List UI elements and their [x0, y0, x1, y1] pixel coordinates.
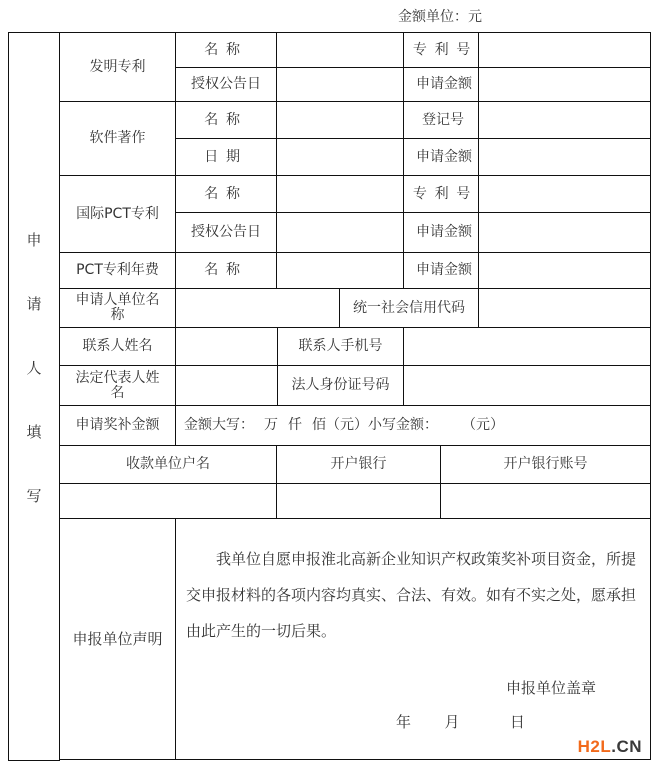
credit-code-label: 统一社会信用代码: [339, 288, 479, 328]
invention-number-input[interactable]: [478, 32, 651, 68]
invention-date-label: 授权公告日: [175, 67, 277, 102]
pct-date-input[interactable]: [276, 212, 404, 253]
invention-date-input[interactable]: [276, 67, 404, 102]
subsidy-amount-label: 申请奖补金额: [59, 405, 176, 446]
pct-number-label: 专利号: [403, 175, 479, 213]
bank-account-label: 开户银行账号: [440, 445, 651, 484]
pct-annual-name-label: 名称: [175, 252, 277, 289]
side-char: 申: [26, 231, 42, 249]
seal-label: 申报单位盖章: [506, 679, 597, 697]
pct-date-label: 授权公告日: [175, 212, 277, 253]
software-date-input[interactable]: [276, 138, 404, 176]
legal-id-label: 法人身份证号码: [277, 365, 404, 406]
contact-phone-input[interactable]: [403, 327, 651, 366]
wan-unit: 万: [264, 417, 278, 433]
contact-phone-label: 联系人手机号: [277, 327, 404, 366]
payee-name-label: 收款单位户名: [59, 445, 277, 484]
invention-name-input[interactable]: [276, 32, 404, 68]
contact-name-input[interactable]: [175, 327, 278, 366]
legal-id-input[interactable]: [403, 365, 651, 406]
amount-unit-note: 金额单位：元: [398, 9, 482, 25]
declaration-text: 我单位自愿申报淮北高新企业知识产权政策奖补项目资金，所提交申报材料的各项内容均真实、合法、有效。如有不实之处，愿承担由此产生的一切后果。: [186, 550, 637, 640]
pct-annual-name-input[interactable]: [276, 252, 404, 289]
pct-annual-fee-title: PCT专利年费: [59, 252, 176, 289]
pct-amount-label: 申请金额: [403, 212, 479, 253]
invention-patent-title: 发明专利: [59, 32, 176, 102]
contact-name-label: 联系人姓名: [59, 327, 176, 366]
pct-patent-title: 国际PCT专利: [59, 175, 176, 253]
side-char: 填: [26, 423, 42, 441]
software-name-input[interactable]: [276, 101, 404, 139]
legal-rep-name-label: 法定代表人姓名: [59, 365, 176, 406]
qian-unit: 仟: [288, 417, 302, 433]
pct-amount-input[interactable]: [478, 212, 651, 253]
applicant-fill-side-label: [8, 32, 60, 761]
declaration-label: 申报单位声明: [59, 518, 176, 760]
legal-rep-name-input[interactable]: [175, 365, 278, 406]
uppercase-amount-label: 金额大写：: [184, 417, 254, 433]
software-amount-label: 申请金额: [403, 138, 479, 176]
payee-name-input[interactable]: [59, 483, 277, 519]
software-title: 软件著作: [59, 101, 176, 176]
side-char: 请: [26, 295, 42, 313]
watermark-part-1: H2L: [577, 737, 612, 756]
declaration-box: [176, 518, 651, 760]
applicant-unit-name-label: 申请人单位名称: [59, 288, 176, 328]
software-number-input[interactable]: [478, 101, 651, 139]
software-number-label: 登记号: [403, 101, 479, 139]
side-char: 写: [26, 487, 42, 505]
software-amount-input[interactable]: [478, 138, 651, 176]
subsidy-amount-field[interactable]: [175, 405, 651, 446]
invention-number-label: 专利号: [403, 32, 479, 68]
yuan-unit: （元）: [462, 417, 504, 433]
side-char: 人: [26, 359, 42, 377]
software-name-label: 名称: [175, 101, 277, 139]
lowercase-amount-label: 小写金额：: [368, 417, 438, 433]
bank-name-label: 开户银行: [276, 445, 441, 484]
watermark-part-2: .CN: [611, 737, 642, 756]
h2l-watermark-logo: [578, 737, 642, 757]
pct-annual-amount-input[interactable]: [478, 252, 651, 289]
pct-name-label: 名称: [175, 175, 277, 213]
bank-name-input[interactable]: [276, 483, 441, 519]
date-label: 年 月 日: [396, 713, 525, 731]
credit-code-input[interactable]: [478, 288, 651, 328]
pct-annual-amount-label: 申请金额: [403, 252, 479, 289]
bai-unit: 佰: [312, 417, 326, 433]
invention-amount-input[interactable]: [478, 67, 651, 102]
bank-account-input[interactable]: [440, 483, 651, 519]
pct-number-input[interactable]: [478, 175, 651, 213]
software-date-label: 日期: [175, 138, 277, 176]
pct-name-input[interactable]: [276, 175, 404, 213]
applicant-unit-name-input[interactable]: [175, 288, 340, 328]
yuan-unit: （元）: [326, 417, 368, 433]
invention-name-label: 名称: [175, 32, 277, 68]
invention-amount-label: 申请金额: [403, 67, 479, 102]
